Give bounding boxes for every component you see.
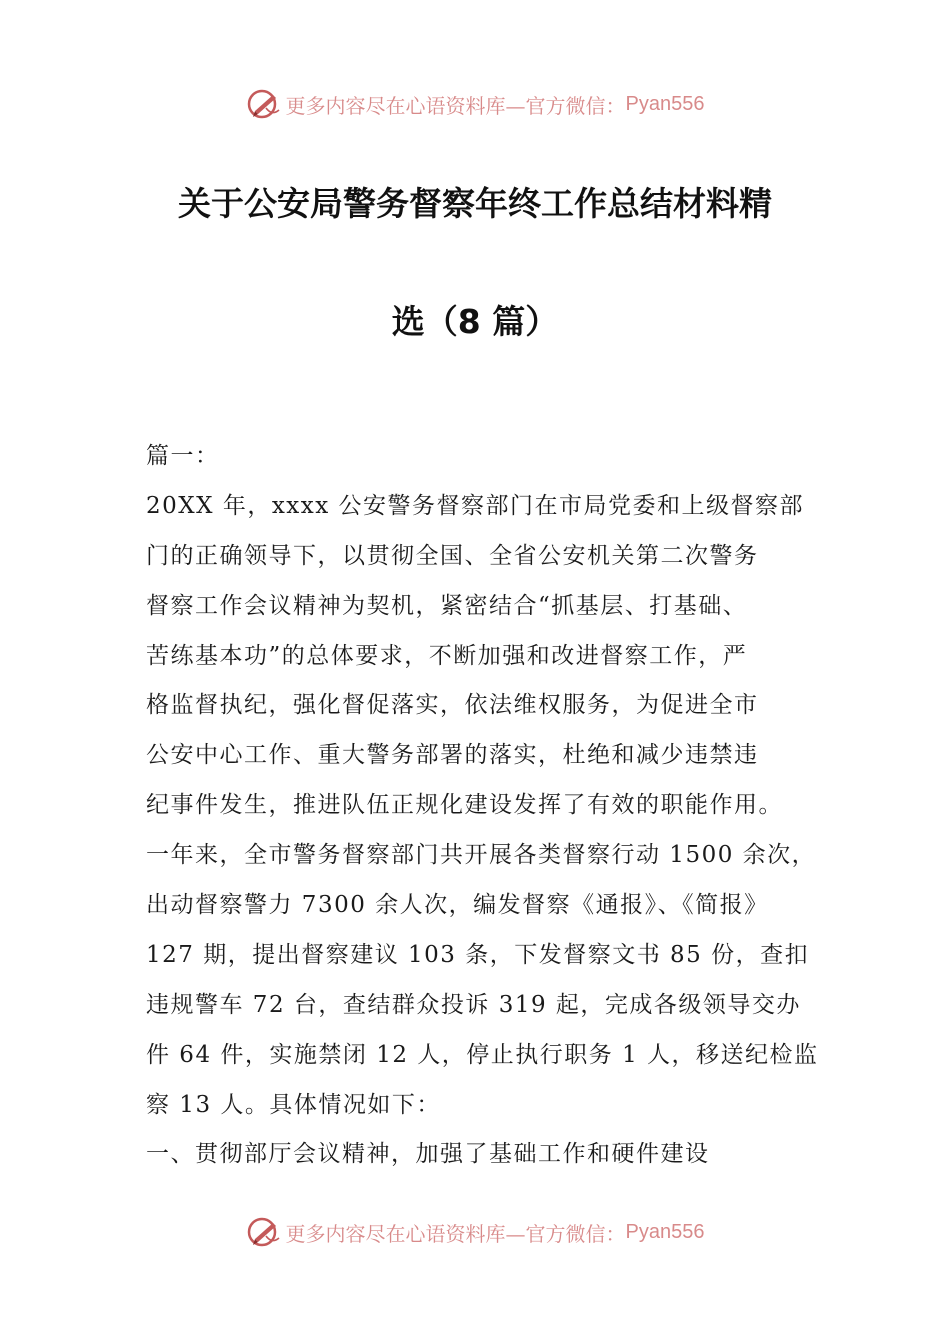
body-line: 出动督察警力 7300 余人次，编发督察《通报》、《简报》	[146, 892, 769, 919]
body-line: 苦练基本功”的总体要求，不断加强和改进督察工作，严	[146, 642, 748, 669]
pen-logo-icon	[246, 86, 282, 122]
watermark-wechat-id: Pyan556	[625, 92, 705, 115]
section-heading: 一、贯彻部厅会议精神，加强了基础工作和硬件建设	[146, 1141, 710, 1168]
document-title-line2: 选（8 篇）	[391, 302, 559, 341]
watermark-header	[0, 84, 950, 124]
body-line: 违规警车 72 台，查结群众投诉 319 起，完成各级领导交办	[146, 991, 801, 1018]
body-line: 篇一：	[146, 443, 220, 469]
body-line: 件 64 件，实施禁闭 12 人，停止执行职务 1 人，移送纪检监	[146, 1041, 819, 1068]
pen-logo-icon	[246, 1214, 282, 1250]
body-line: 察 13 人。具体情况如下：	[146, 1091, 441, 1118]
document-body	[146, 432, 836, 1180]
body-line: 门的正确领导下，以贯彻全国、全省公安机关第二次警务	[146, 542, 759, 569]
body-line: 一年来，全市警务督察部门共开展各类督察行动 1500 余次，	[146, 842, 817, 869]
body-line: 公安中心工作、重大警务部署的落实，杜绝和减少违禁违	[146, 742, 759, 769]
body-line: 督察工作会议精神为契机，紧密结合“抓基层、打基础、	[146, 592, 748, 619]
watermark-text: 更多内容尽在心语资料库—官方微信：	[285, 1221, 626, 1246]
body-line: 纪事件发生，推进队伍正规化建设发挥了有效的职能作用。	[146, 792, 783, 819]
watermark-text: 更多内容尽在心语资料库—官方微信：	[285, 93, 626, 118]
watermark-wechat-id: Pyan556	[625, 1220, 705, 1243]
body-line: 127 期，提出督察建议 103 条，下发督察文书 85 份，查扣	[146, 941, 810, 968]
body-line: 20XX 年，xxxx 公安警务督察部门在市局党委和上级督察部	[146, 492, 805, 519]
watermark-footer	[0, 1212, 950, 1252]
document-title-line1: 关于公安局警务督察年终工作总结材料精	[178, 184, 772, 223]
body-line: 格监督执纪，强化督促落实，依法维权服务，为促进全市	[146, 692, 759, 719]
